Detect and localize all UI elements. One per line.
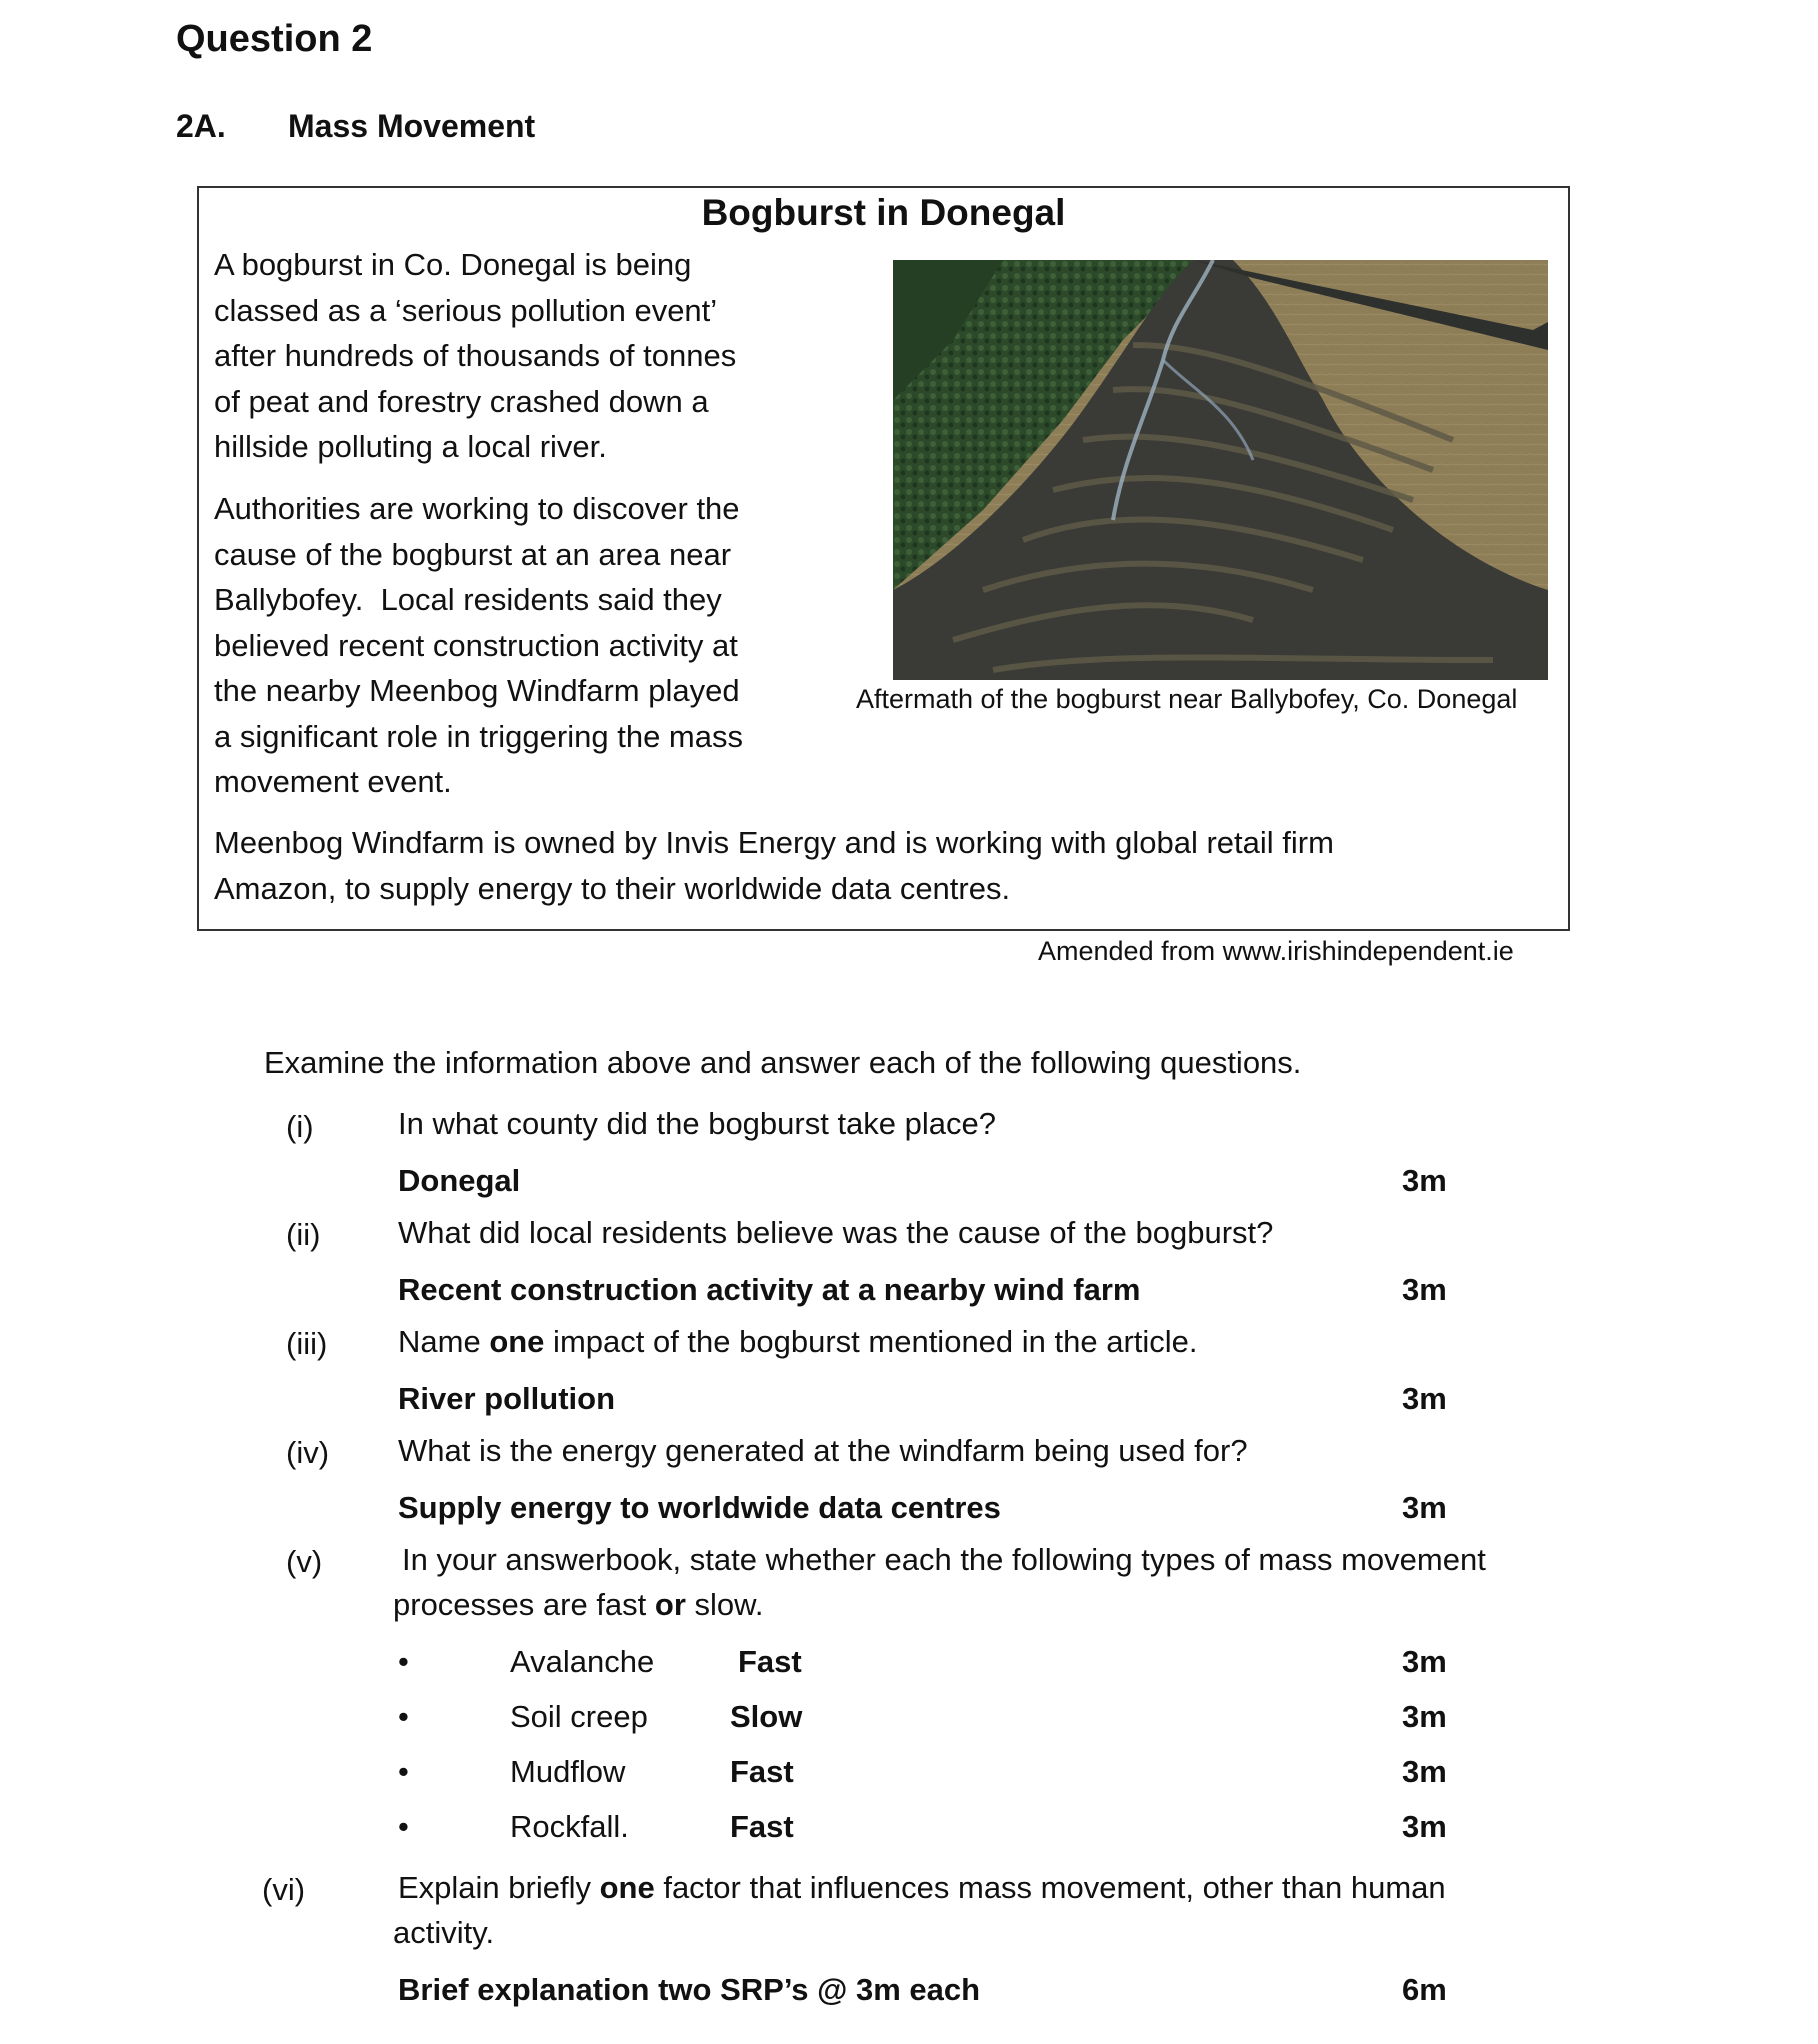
mark: 3m [1402,1272,1447,1307]
mark: 3m [1402,1381,1447,1416]
mark: 3m [1402,1644,1447,1679]
movement-speed: Fast [730,1754,794,1789]
question-text: In what county did the bogburst take place? [398,1106,997,1141]
bullet: • [398,1809,409,1844]
text-line: believed recent construction activity at [214,627,738,663]
text-line: cause of the bogburst at an area near [214,536,732,572]
question-number: (i) [286,1109,314,1144]
question-text: What did local residents believe was the cause of the bogburst? [398,1215,1274,1250]
article-paragraph-2 [214,486,743,805]
mark: 3m [1402,1754,1447,1789]
text-line: hillside polluting a local river. [214,429,607,464]
mark: 3m [1402,1163,1447,1198]
movement-speed: Fast [730,1809,794,1844]
question-text: Name one impact of the bogburst mentioned in the article. [398,1324,1198,1359]
question-text: processes are fast or slow. [393,1587,764,1622]
text-line: Ballybofey. Local residents said they [214,582,722,617]
text-line: after hundreds of thousands of tonnes [214,338,737,373]
mark: 3m [1402,1809,1447,1844]
question-text: In your answerbook, state whether each the following types of mass movement [402,1542,1486,1577]
question-heading: Question 2 [176,18,373,60]
bullet: • [398,1644,409,1679]
text-line: A bogburst in Co. Donegal is being [214,247,692,282]
text-line: Amazon, to supply energy to their worldwide data centres. [214,870,1011,906]
question-text: activity. [393,1915,495,1950]
movement-speed: Slow [730,1699,803,1734]
answer-text: River pollution [398,1381,615,1416]
answer-text: Donegal [398,1163,521,1198]
answer-text: Recent construction activity at a nearby wind farm [398,1272,1141,1307]
text-line: Authorities are working to discover the [214,491,740,526]
section-number: 2A. [176,108,226,144]
answer-text: Brief explanation two SRP’s @ 3m each [398,1972,981,2007]
bullet: • [398,1754,409,1789]
article-paragraph-3 [214,820,1554,911]
mark: 6m [1402,1972,1447,2007]
question-number: (ii) [286,1217,321,1252]
question-text: What is the energy generated at the windfarm being used for? [398,1433,1248,1468]
mark: 3m [1402,1490,1447,1525]
movement-speed: Fast [738,1644,802,1679]
question-number: (iv) [286,1435,330,1470]
question-number: (iii) [286,1326,328,1361]
article-title: Bogburst in Donegal [701,192,1066,233]
source-credit: Amended from www.irishindependent.ie [1038,936,1514,966]
article-paragraph-1 [214,242,736,470]
bullet: • [398,1699,409,1734]
text-line: a significant role in triggering the mass [214,718,743,754]
text-line: movement event. [214,764,452,799]
question-number: (vi) [262,1872,306,1907]
mass-movement-type: Soil creep [510,1699,648,1734]
mass-movement-type: Avalanche [510,1644,655,1679]
text-line: of peat and forestry crashed down a [214,383,709,419]
question-number: (v) [286,1544,323,1579]
mass-movement-type: Rockfall. [510,1809,629,1844]
photo-caption: Aftermath of the bogburst near Ballybofey, Co. Donegal [856,684,1518,714]
bogburst-aerial-photo [893,260,1548,680]
question-text: Explain briefly one factor that influences mass movement, other than human [398,1870,1446,1905]
mark: 3m [1402,1699,1447,1734]
instructions: Examine the information above and answer each of the following questions. [264,1045,1302,1080]
text-line: Meenbog Windfarm is owned by Invis Energy and is working with global retail firm [214,825,1334,860]
answer-text: Supply energy to worldwide data centres [398,1490,1001,1525]
mass-movement-type: Mudflow [510,1754,626,1789]
section-title: Mass Movement [288,108,536,144]
text-line: the nearby Meenbog Windfarm played [214,673,740,708]
text-line: classed as a ‘serious pollution event’ [214,292,718,328]
